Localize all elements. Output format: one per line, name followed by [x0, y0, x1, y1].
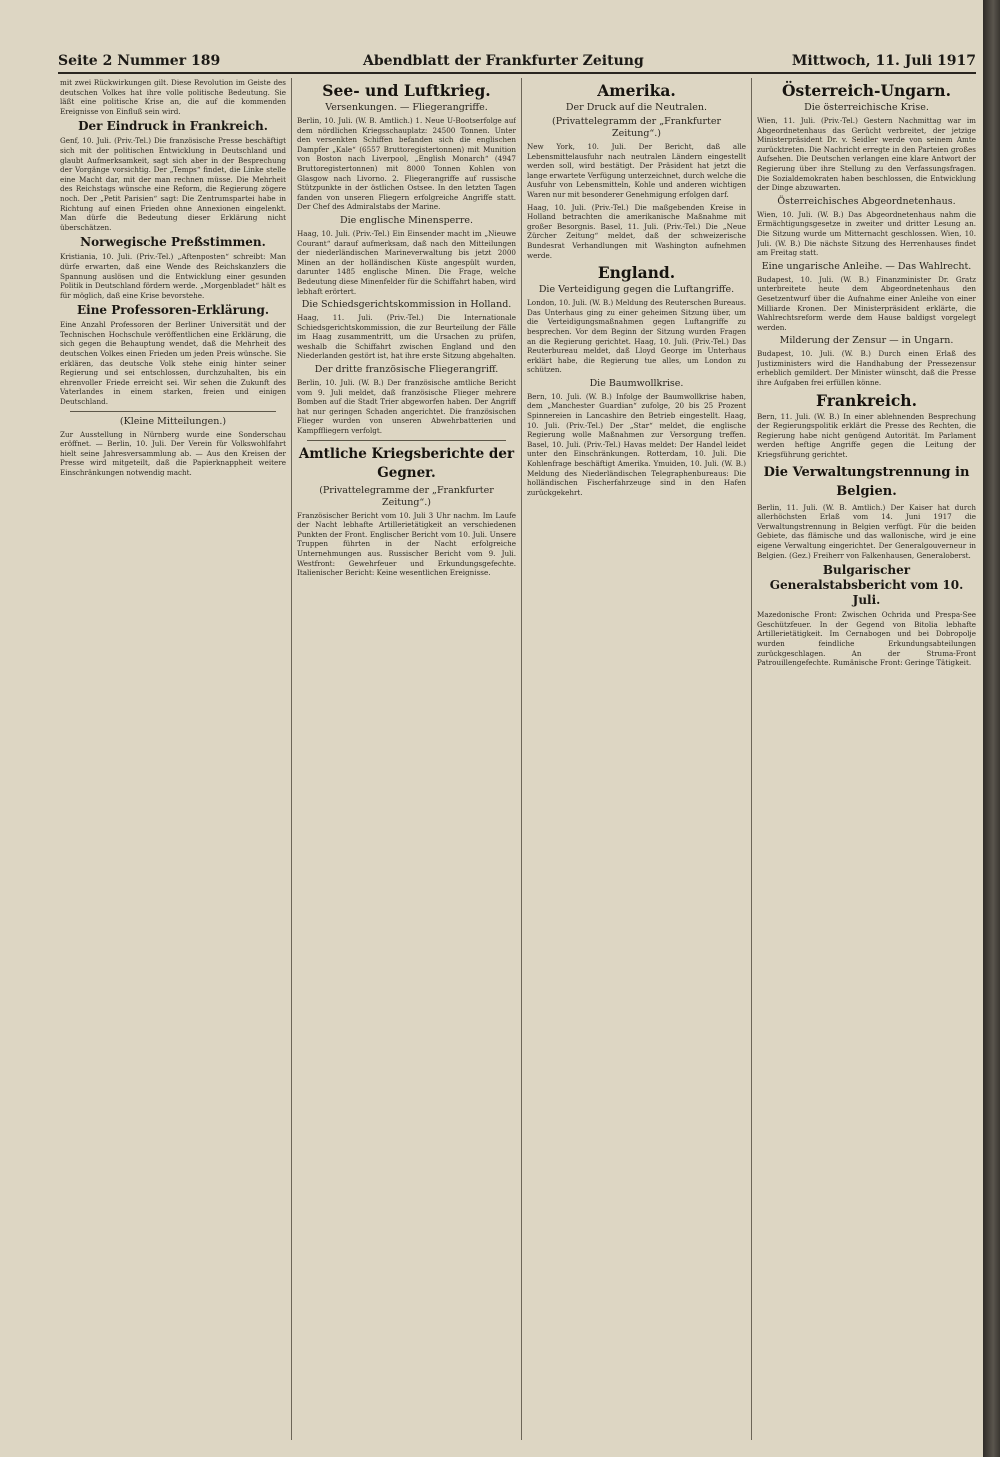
article-heading: Bulgarischer Generalstabsbericht vom 10. Juli. — [769, 563, 964, 608]
article-text: Haag, 10. Juli. (Priv.-Tel.) Die maßgebenden Kreise in Holland betrachten die amerikanische Maßnahme mit großer Besorgnis. Basel, 11. Juli. (Priv.-Tel.) Die „Neue Zürcher Zeitung“ meldet, daß der schweizerische Bundesrat Verhandlungen mit Washington aufnehmen werde. — [527, 202, 746, 260]
article-text: Kristiania, 10. Juli. (Priv.-Tel.) „Aftenposten“ schreibt: Man dürfe erwarten, daß eine Wende des Reichskanzlers die Spannung auslösen und die Entwicklung einer gesunden Politik in Deutschland fördern werde. „Morgenbladet“ hält es für möglich, daß eine Krise bevorstehe. — [60, 252, 286, 300]
article-text: Haag, 11. Juli. (Priv.-Tel.) Die Internationale Schiedsgerichtskommission, die zur Beurteilung der Fälle im Haag zusammentritt, um die Ursachen zu prüfen, weshalb die Schiffahrt zwischen England und den Niederlanden gestört ist, hat ihre erste Sitzung abgehalten. — [297, 313, 516, 361]
section-title: See- und Luftkrieg. — [322, 81, 491, 100]
article-heading: Milderung der Zensur — in Ungarn. — [779, 335, 954, 347]
column-2 — [297, 78, 516, 1448]
article-text: Berlin, 10. Juli. (W. B. Amtlich.) 1. Neue U-Bootserfolge auf dem nördlichen Kriegsschauplatz: 24500 Tonnen. Unter den versenkten Schiffen befanden sich die englischen Dampfer „Kale“ (6557 Bruttoregistertonnen) mit Munition von Boston nach Liverpool, „English Monarch“ (4947 Bruttoregistertonnen) mit 8000 Tonnen Kohlen von Glasgow nach Livorno. 2. Fliegerangriffe auf russische Stützpunkte in der östlichen Ostsee. In den letzten Tagen fanden von unseren Fliegern erfolgreiche Angriffe statt. Der Chef des Admiralstabs der Marine. — [297, 116, 516, 212]
article-text: Budapest, 10. Juli. (W. B.) Finanzminister Dr. Gratz unterbreitete heute dem Abgeordnetenhaus den Gesetzentwurf über die Aufnahme einer Anleihe von einer Milliarde Kronen. Der Ministerpräsident erklärte, die Wahlrechtsreform werde dem Hause baldigst vorgelegt werden. — [757, 274, 976, 332]
article-text: Berlin, 11. Juli. (W. B. Amtlich.) Der Kaiser hat durch allerhöchsten Erlaß vom 14. Juni 1917 die Verwaltungstrennung in Belgien verfügt. Für die beiden Gebiete, das flämische und das wallonische, wird je eine eigene Verwaltung eingerichtet. Der Generalgouverneur in Belgien. (Gez.) Freiherr von Falkenhausen, Generaloberst. — [757, 502, 976, 560]
article-text: Budapest, 10. Juli. (W. B.) Durch einen Erlaß des Justizministers wird die Handhabung der Pressezensur erheblich gemildert. Der Minister wünscht, daß die Presse ihre Aufgaben frei erfüllen könne. — [757, 349, 976, 388]
newspaper-title: Abendblatt der Frankfurter Zeitung — [363, 53, 644, 69]
section-title: Amtliche Kriegsberichte der Gegner. — [298, 445, 515, 481]
column-divider — [521, 78, 522, 1440]
article-text: Wien, 11. Juli. (Priv.-Tel.) Gestern Nachmittag war im Abgeordnetenhaus das Gerücht verbreitet, der jetzige Ministerpräsident Dr. v. Seidler werde von seinem Amte zurücktreten. Die Nachricht erregte in den Parteien großes Aufsehen. Die Deutschen verlangen eine klare Antwort der Regierung über ihre Stellung zu den Verfassungsfragen. Die Sozialdemokraten haben beschlossen, die Entwicklung der Dinge abzuwarten. — [757, 116, 976, 193]
masthead-rule — [58, 72, 976, 74]
article-text: Genf, 10. Juli. (Priv.-Tel.) Die französische Presse beschäftigt sich mit der politischen Entwicklung in Deutschland und glaubt Aufmerksamkeit, sagt sich aber in der Besprechung der Vorgänge vorsichtig. Der „Temps“ findet, die Linke stelle eine Macht dar, mit der man rechnen müsse. Die Mehrheit des Reichstags wünsche eine Reform, die Regierung zögere noch. Der „Petit Parisien“ sagt: Die Zentrumspartei habe in Richtung auf einen Frieden ohne Annexionen eingelenkt. Man dürfe die Bedeutung dieser Erklärung nicht überschätzen. — [60, 136, 286, 232]
article-heading: Die Schiedsgerichtskommission in Holland. — [301, 299, 512, 311]
section-subtitle: Der Druck auf die Neutralen. — [565, 102, 708, 113]
article-heading: Die Baumwollkrise. — [589, 377, 684, 389]
article-text: Französischer Bericht vom 10. Juli 3 Uhr nachm. Im Laufe der Nacht lebhafte Artillerietätigkeit an verschiedenen Punkten der Front. Englischer Bericht vom 10. Juli. Unsere Truppen führten in der Nacht erfolgreiche Unternehmungen aus. Russischer Bericht vom 9. Juli. Westfront: Gewehrfeuer und Erkundungsgefechte. Italienischer Bericht: Keine wesentlichen Ereignisse. — [297, 510, 516, 578]
article-heading: Die englische Minensperre. — [339, 214, 474, 226]
column-divider — [291, 78, 292, 1440]
issue-date: Mittwoch, 11. Juli 1917 — [791, 53, 976, 69]
article-heading: Österreichisches Abgeordnetenhaus. — [777, 195, 956, 207]
article-text: London, 10. Juli. (W. B.) Meldung des Reuterschen Bureaus. Das Unterhaus ging zu einer geheimen Sitzung über, um die Verteidigungsmaßnahmen gegen Luftangriffe zu besprechen. Vor dem Beginn der Sitzung wurden Fragen an die Regierung gerichtet. Haag, 10. Juli. (Priv.-Tel.) Das Reuterbureau meldet, daß Lloyd George im Unterhaus erklärt habe, die Regierung tue alles, um London zu schützen. — [527, 298, 746, 375]
section-subtitle: Versenkungen. — Fliegerangriffe. — [325, 102, 488, 113]
article-text: New York, 10. Juli. Der Bericht, daß alle Lebensmittelausfuhr nach neutralen Ländern eingestellt werden soll, wird bestätigt. Der Präsident hat jetzt die lange erwartete Verfügung unterzeichnet, durch welche die Ausfuhr von Lebensmitteln, Kohle und anderen wichtigen Waren nur mit besonderer Genehmigung erfolgen darf. — [527, 142, 746, 199]
article-text: Haag, 10. Juli. (Priv.-Tel.) Ein Einsender macht im „Nieuwe Courant“ darauf aufmerksam, daß nach den Mitteilungen der niederländischen Marineverwaltung bis jetzt 2000 Minen an der holländischen Küste angespült wurden, darunter 1485 englische Minen. Die Frage, welche Bedeutung diese Minenfelder für die Schiffahrt haben, wird lebhaft erörtert. — [297, 228, 516, 296]
article-text: Zur Ausstellung in Nürnberg wurde eine Sonderschau eröffnet. — Berlin, 10. Juli. Der Verein für Volkswohlfahrt hielt seine Jahresversammlung ab. — Aus den Kreisen der Presse wird mitgeteilt, daß die Papierknappheit weitere Einschränkungen notwendig macht. — [60, 429, 286, 477]
column-1 — [60, 78, 286, 1448]
article-heading: (Kleine Mitteilungen.) — [119, 415, 227, 427]
article-text: Bern, 10. Juli. (W. B.) Infolge der Baumwollkrise haben, dem „Manchester Guardian“ zufolge, 20 bis 25 Prozent Spinnereien in Lancashire den Betrieb eingestellt. Haag, 10. Juli. (Priv.-Tel.) Der „Star“ meldet, die englische Regierung wolle Maßnahmen zur Versorgung treffen. Basel, 10. Juli. (Priv.-Tel.) Havas meldet: Der Handel leidet unter den Einschränkungen. Rotterdam, 10. Juli. Die Kohlenfrage beschäftigt Amerika. Ymuiden, 10. Juli. (W. B.) Meldung des Niederländischen Telegraphenbureaus: Die holländischen Fischerfahrzeuge sind in den Hafen zurückgekehrt. — [527, 391, 746, 497]
article-heading: Eine Professoren-Erklärung. — [76, 303, 270, 318]
section-subtitle: (Privattelegramme der „Frankfurter Zeitung“.) — [319, 484, 494, 508]
article-heading: Der Eindruck in Frankreich. — [78, 119, 268, 134]
article-heading: Eine ungarische Anleihe. — Das Wahlrecht. — [761, 260, 972, 272]
masthead — [58, 53, 976, 73]
article-text: Bern, 11. Juli. (W. B.) In einer ablehnenden Besprechung der Regierungspolitik erklärt die Presse des Rechten, die Regierung habe nicht genügend Autorität. Im Parlament werden heftige Angriffe gegen die Leitung der Kriegsführung gerichtet. — [757, 411, 976, 460]
column-divider — [751, 78, 752, 1440]
article-text: Wien, 10. Juli. (W. B.) Das Abgeordnetenhaus nahm die Ermächtigungsgesetze in zweiter und dritter Lesung an. Die Sitzung wurde um Mitternacht geschlossen. Wien, 10. Juli. (W. B.) Die nächste Sitzung des Herrenhauses findet am Freitag statt. — [757, 209, 976, 258]
section-title: Frankreich. — [816, 390, 917, 410]
section-title: Amerika. — [597, 81, 676, 100]
article-heading: Norwegische Preßstimmen. — [80, 235, 266, 250]
section-title: Österreich-Ungarn. — [782, 81, 951, 100]
column-3 — [527, 78, 746, 1448]
section-subtitle: Die Verteidigung gegen die Luftangriffe. — [538, 284, 735, 296]
article-text: Berlin, 10. Juli. (W. B.) Der französische amtliche Bericht vom 9. Juli meldet, daß französische Flieger mehrere Bomben auf die Stadt Trier abgeworfen haben. Der Angriff hat nur geringen Schaden angerichtet. Die französischen Flieger wurden von unseren Abwehrbatterien und Kampffliegern verfolgt. — [297, 378, 516, 436]
article-text: Mazedonische Front: Zwischen Ochrida und Prespa-See Geschützfeuer. In der Gegend von Bitolia lebhafte Artillerietätigkeit. Im Cernabogen und bei Dobropolje wurden feindliche Erkundungsabteilungen zurückgeschlagen. An der Struma-Front Patrouillengefechte. Rumänische Front: Geringe Tätigkeit. — [757, 610, 976, 668]
page-number: Seite 2 Nummer 189 — [58, 53, 221, 69]
section-title: England. — [597, 263, 676, 283]
section-rule — [307, 440, 506, 441]
article-heading: Der dritte französische Fliegerangriff. — [314, 364, 499, 376]
source-note: (Privattelegramm der „Frankfurter Zeitung“.) — [552, 116, 721, 139]
section-rule — [70, 411, 276, 412]
book-binding-edge — [983, 0, 1000, 1457]
article-text: mit zwei Rückwirkungen gilt. Diese Revolution im Geiste des deutschen Volkes hat ihre volle politische Bedeutung. Sie läßt eine politische Krise an, die auf die kommenden Ereignisse von Einfluß sein wird. — [60, 78, 286, 116]
column-4 — [757, 78, 976, 1448]
section-subtitle: Die österreichische Krise. — [804, 102, 929, 113]
section-title: Die Verwaltungstrennung in Belgien. — [763, 464, 970, 499]
article-text: Eine Anzahl Professoren der Berliner Universität und der Technischen Hochschule veröffentlichen eine Erklärung, die sich gegen die Behauptung wendet, daß die Mehrheit des deutschen Volkes einen Frieden um jeden Preis wünsche. Sie erklären, das deutsche Volk stehe einig hinter seiner Regierung und sei entschlossen, durchzuhalten, bis ein ehrenvoller Friede erreicht sei. Wir sehen die Zukunft des Vaterlandes in einem starken, freien und einigen Deutschland. — [60, 320, 286, 407]
